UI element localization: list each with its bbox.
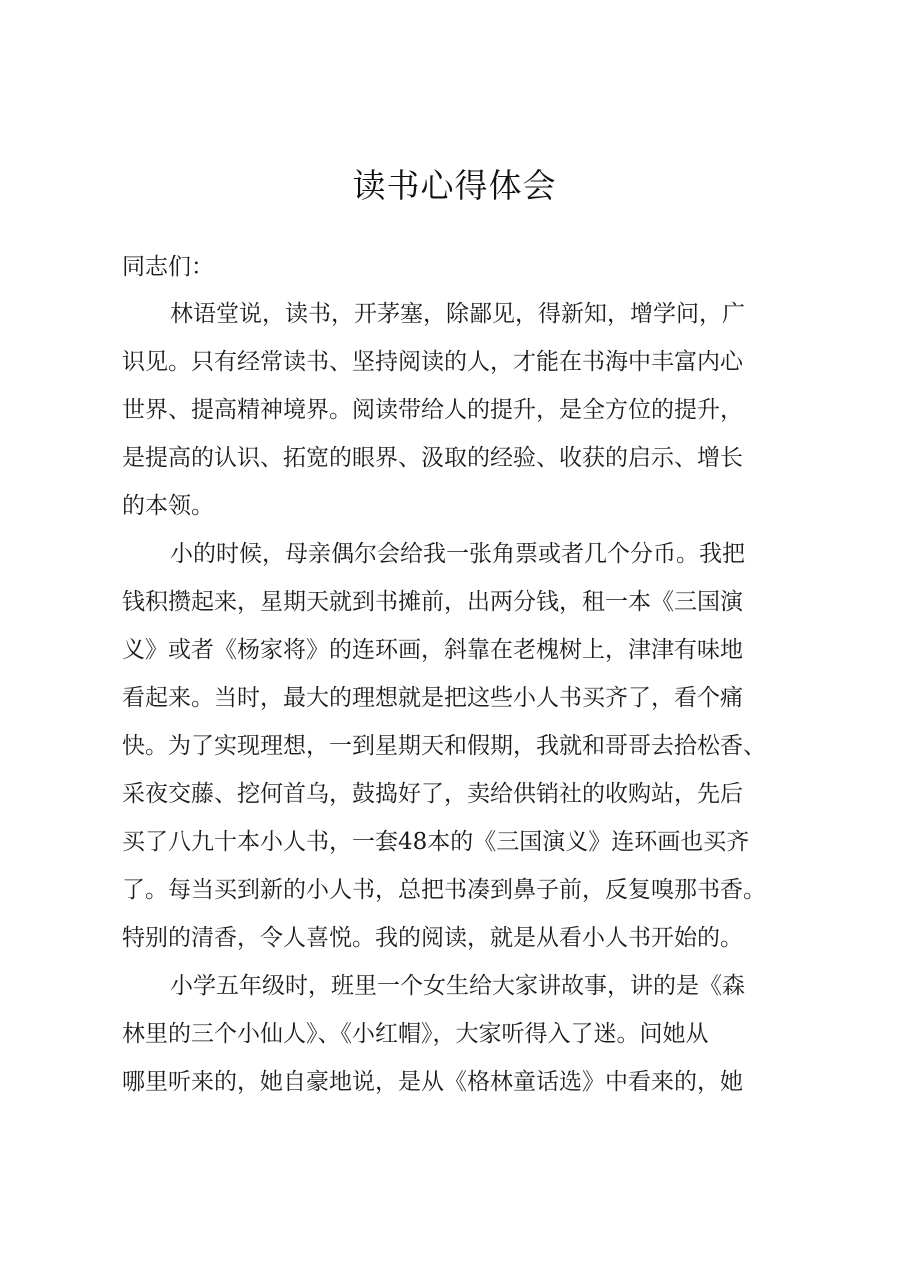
paragraph-line: 钱积攒起来，星期天就到书摊前，出两分钱，租一本《三国演 xyxy=(122,589,743,615)
paragraph-line: 林里的三个小仙人》、《小红帽》，大家听得入了迷。问她从 xyxy=(122,1021,709,1047)
paragraph-line: 快。为了实现理想，一到星期天和假期，我就和哥哥去拾松香、 xyxy=(122,733,766,759)
paragraph-line: 林语堂说，读书，开茅塞，除鄙见，得新知，增学问，广 xyxy=(170,301,745,327)
paragraph-line: 特别的清香，令人喜悦。我的阅读，就是从看小人书开始的。 xyxy=(122,925,743,951)
paragraph-line: 世界、提高精神境界。阅读带给人的提升，是全方位的提升， xyxy=(122,397,743,423)
paragraph-line: 义》或者《杨家将》的连环画，斜靠在老槐树上，津津有味地 xyxy=(122,637,743,663)
paragraph-line: 买了八九十本小人书，一套48本的《三国演义》连环画也买齐 xyxy=(122,829,750,855)
paragraph-line: 小学五年级时，班里一个女生给大家讲故事，讲的是《森 xyxy=(170,973,745,999)
document-title: 读书心得体会 xyxy=(352,166,557,205)
paragraph-line: 哪里听来的，她自豪地说，是从《格林童话选》中看来的，她 xyxy=(122,1069,743,1095)
greeting-line: 同志们： xyxy=(122,254,214,280)
paragraph-line: 的本领。 xyxy=(122,493,214,519)
paragraph-line: 看起来。当时，最大的理想就是把这些小人书买齐了，看个痛 xyxy=(122,685,743,711)
paragraph-line: 采夜交藤、挖何首乌，鼓捣好了，卖给供销社的收购站，先后 xyxy=(122,781,743,807)
paragraph-line: 小的时候，母亲偶尔会给我一张角票或者几个分币。我把 xyxy=(170,541,745,567)
paragraph-line: 是提高的认识、拓宽的眼界、汲取的经验、收获的启示、增长 xyxy=(122,445,743,471)
paragraph-line: 识见。只有经常读书、坚持阅读的人，才能在书海中丰富内心 xyxy=(122,349,743,375)
paragraph-line: 了。每当买到新的小人书，总把书凑到鼻子前，反复嗅那书香。 xyxy=(122,877,766,903)
